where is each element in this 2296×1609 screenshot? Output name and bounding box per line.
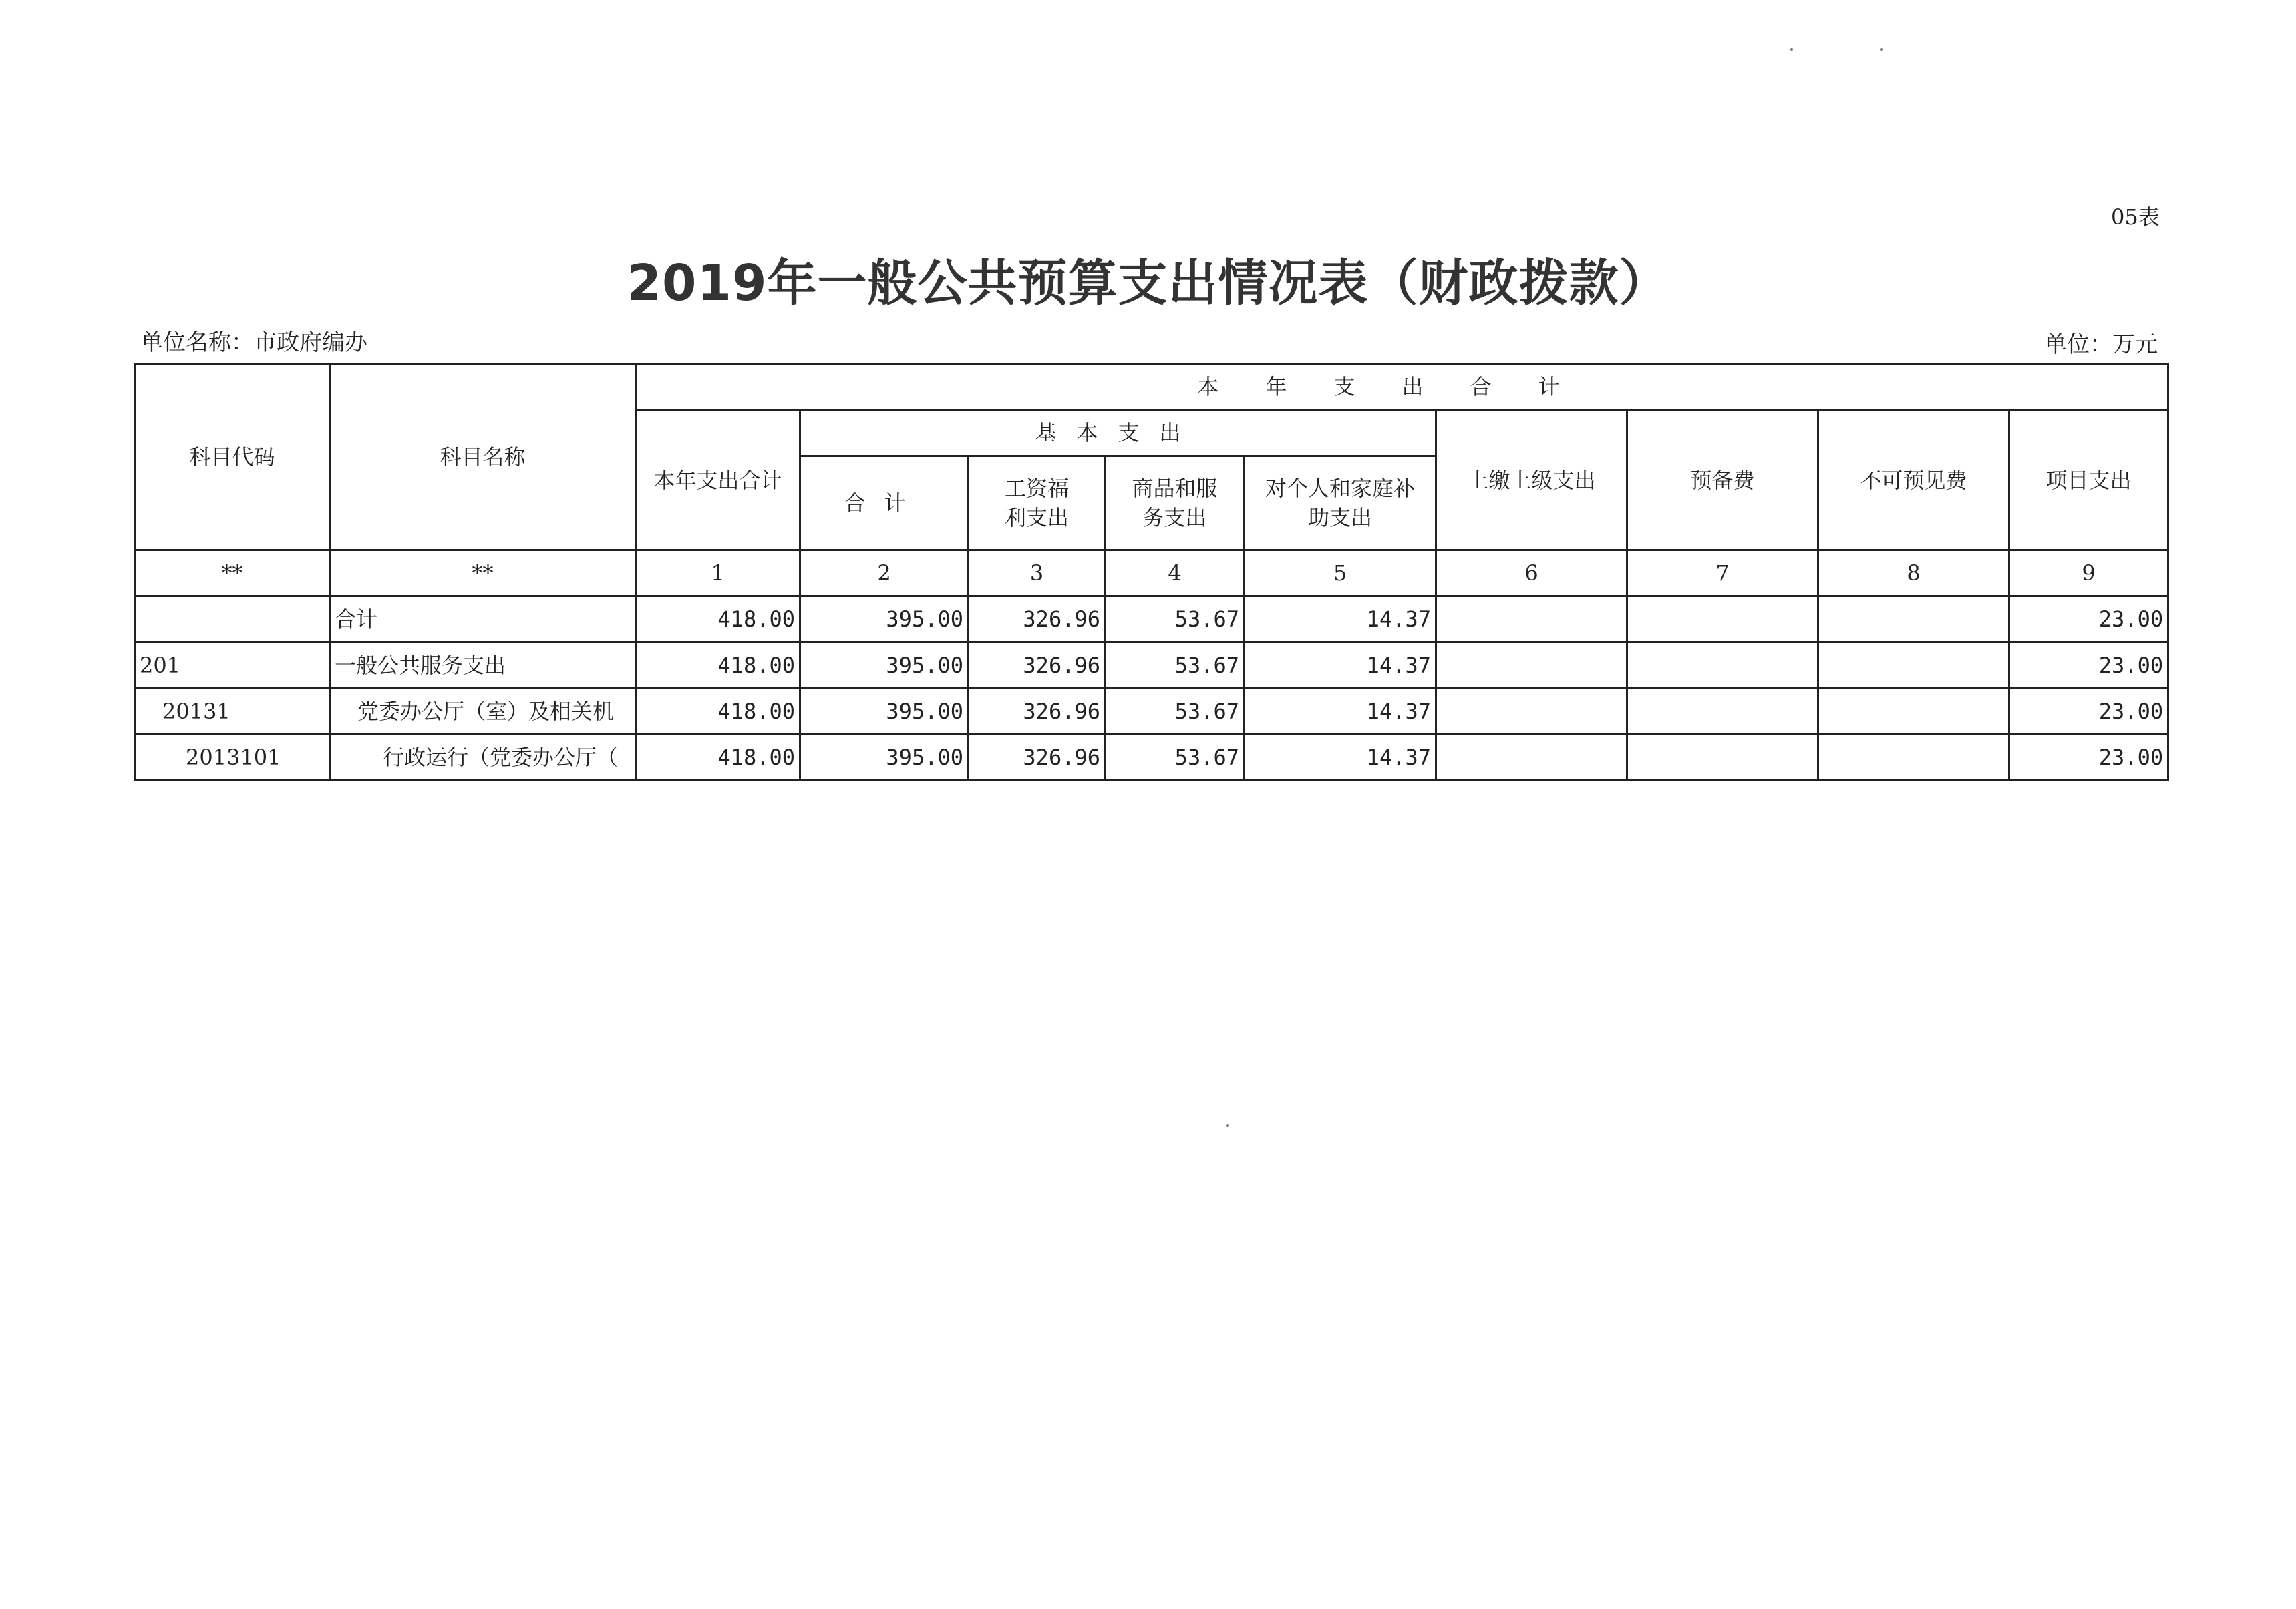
- index-cell: 7: [1627, 550, 1818, 596]
- header-basic-sum: 合计: [800, 456, 969, 550]
- cell-name: 行政运行（党委办公厅（: [330, 735, 636, 781]
- table-row: [135, 735, 2168, 781]
- index-cell: 1: [636, 550, 800, 596]
- header-reserve: 预备费: [1627, 410, 1818, 550]
- index-cell: 3: [969, 550, 1106, 596]
- cell-name: 一般公共服务支出: [330, 643, 636, 689]
- cell-upper: [1436, 689, 1627, 735]
- index-cell: 9: [2009, 550, 2168, 596]
- header-name: 科目名称: [330, 364, 636, 550]
- cell-goods: 53.67: [1106, 596, 1245, 643]
- unit-label: 单位：万元: [2044, 331, 2158, 358]
- cell-upper: [1436, 596, 1627, 643]
- cell-salary: 326.96: [969, 735, 1106, 781]
- cell-upper: [1436, 735, 1627, 781]
- scan-speck: [1226, 1124, 1229, 1127]
- cell-unforeseen: [1818, 643, 2009, 689]
- cell-project: 23.00: [2009, 689, 2168, 735]
- index-cell: **: [330, 550, 636, 596]
- table-row: [135, 643, 2168, 689]
- cell-salary: 326.96: [969, 643, 1106, 689]
- scan-speck: [1790, 48, 1793, 51]
- header-unforeseen: 不可预见费: [1818, 410, 2009, 550]
- cell-code: 20131: [135, 689, 330, 735]
- cell-salary: 326.96: [969, 689, 1106, 735]
- cell-subsidy: 14.37: [1245, 735, 1436, 781]
- index-cell: 4: [1106, 550, 1245, 596]
- table-row: [135, 689, 2168, 735]
- index-cell: 6: [1436, 550, 1627, 596]
- cell-subsidy: 14.37: [1245, 689, 1436, 735]
- cell-reserve: [1627, 735, 1818, 781]
- index-cell: 8: [1818, 550, 2009, 596]
- index-row: [135, 550, 2168, 596]
- cell-basic-sum: 395.00: [800, 643, 969, 689]
- cell-code: 2013101: [135, 735, 330, 781]
- cell-salary: 326.96: [969, 596, 1106, 643]
- cell-upper: [1436, 643, 1627, 689]
- header-total: 本年支出合计: [636, 410, 800, 550]
- cell-basic-sum: 395.00: [800, 735, 969, 781]
- cell-goods: 53.67: [1106, 735, 1245, 781]
- cell-project: 23.00: [2009, 643, 2168, 689]
- unit-name: 单位名称：市政府编办: [140, 329, 367, 356]
- cell-goods: 53.67: [1106, 689, 1245, 735]
- cell-code: 201: [135, 643, 330, 689]
- index-cell: 5: [1245, 550, 1436, 596]
- cell-total: 418.00: [636, 689, 800, 735]
- cell-total: 418.00: [636, 735, 800, 781]
- header-year-total-group: 本年支出合计: [636, 364, 2168, 410]
- cell-reserve: [1627, 643, 1818, 689]
- cell-project: 23.00: [2009, 596, 2168, 643]
- cell-reserve: [1627, 689, 1818, 735]
- form-number: 05表: [2111, 204, 2160, 230]
- header-basic-group: 基本支出: [800, 410, 1436, 456]
- header-subsidy: 对个人和家庭补助支出: [1245, 456, 1436, 550]
- cell-project: 23.00: [2009, 735, 2168, 781]
- header-salary: 工资福利支出: [969, 456, 1106, 550]
- cell-name: 党委办公厅（室）及相关机: [330, 689, 636, 735]
- index-cell: **: [135, 550, 330, 596]
- page-title: 2019年一般公共预算支出情况表（财政拨款）: [627, 254, 1669, 312]
- budget-table: [134, 363, 2169, 781]
- cell-unforeseen: [1818, 735, 2009, 781]
- table-row: [135, 596, 2168, 643]
- cell-unforeseen: [1818, 689, 2009, 735]
- cell-subsidy: 14.37: [1245, 643, 1436, 689]
- index-cell: 2: [800, 550, 969, 596]
- cell-reserve: [1627, 596, 1818, 643]
- header-upper: 上缴上级支出: [1436, 410, 1627, 550]
- header-project: 项目支出: [2009, 410, 2168, 550]
- cell-basic-sum: 395.00: [800, 596, 969, 643]
- cell-total: 418.00: [636, 596, 800, 643]
- header-goods: 商品和服务支出: [1106, 456, 1245, 550]
- cell-subsidy: 14.37: [1245, 596, 1436, 643]
- header-code: 科目代码: [135, 364, 330, 550]
- cell-code: [135, 596, 330, 643]
- cell-unforeseen: [1818, 596, 2009, 643]
- cell-total: 418.00: [636, 643, 800, 689]
- scan-speck: [1880, 48, 1883, 51]
- cell-basic-sum: 395.00: [800, 689, 969, 735]
- cell-goods: 53.67: [1106, 643, 1245, 689]
- cell-name: 合计: [330, 596, 636, 643]
